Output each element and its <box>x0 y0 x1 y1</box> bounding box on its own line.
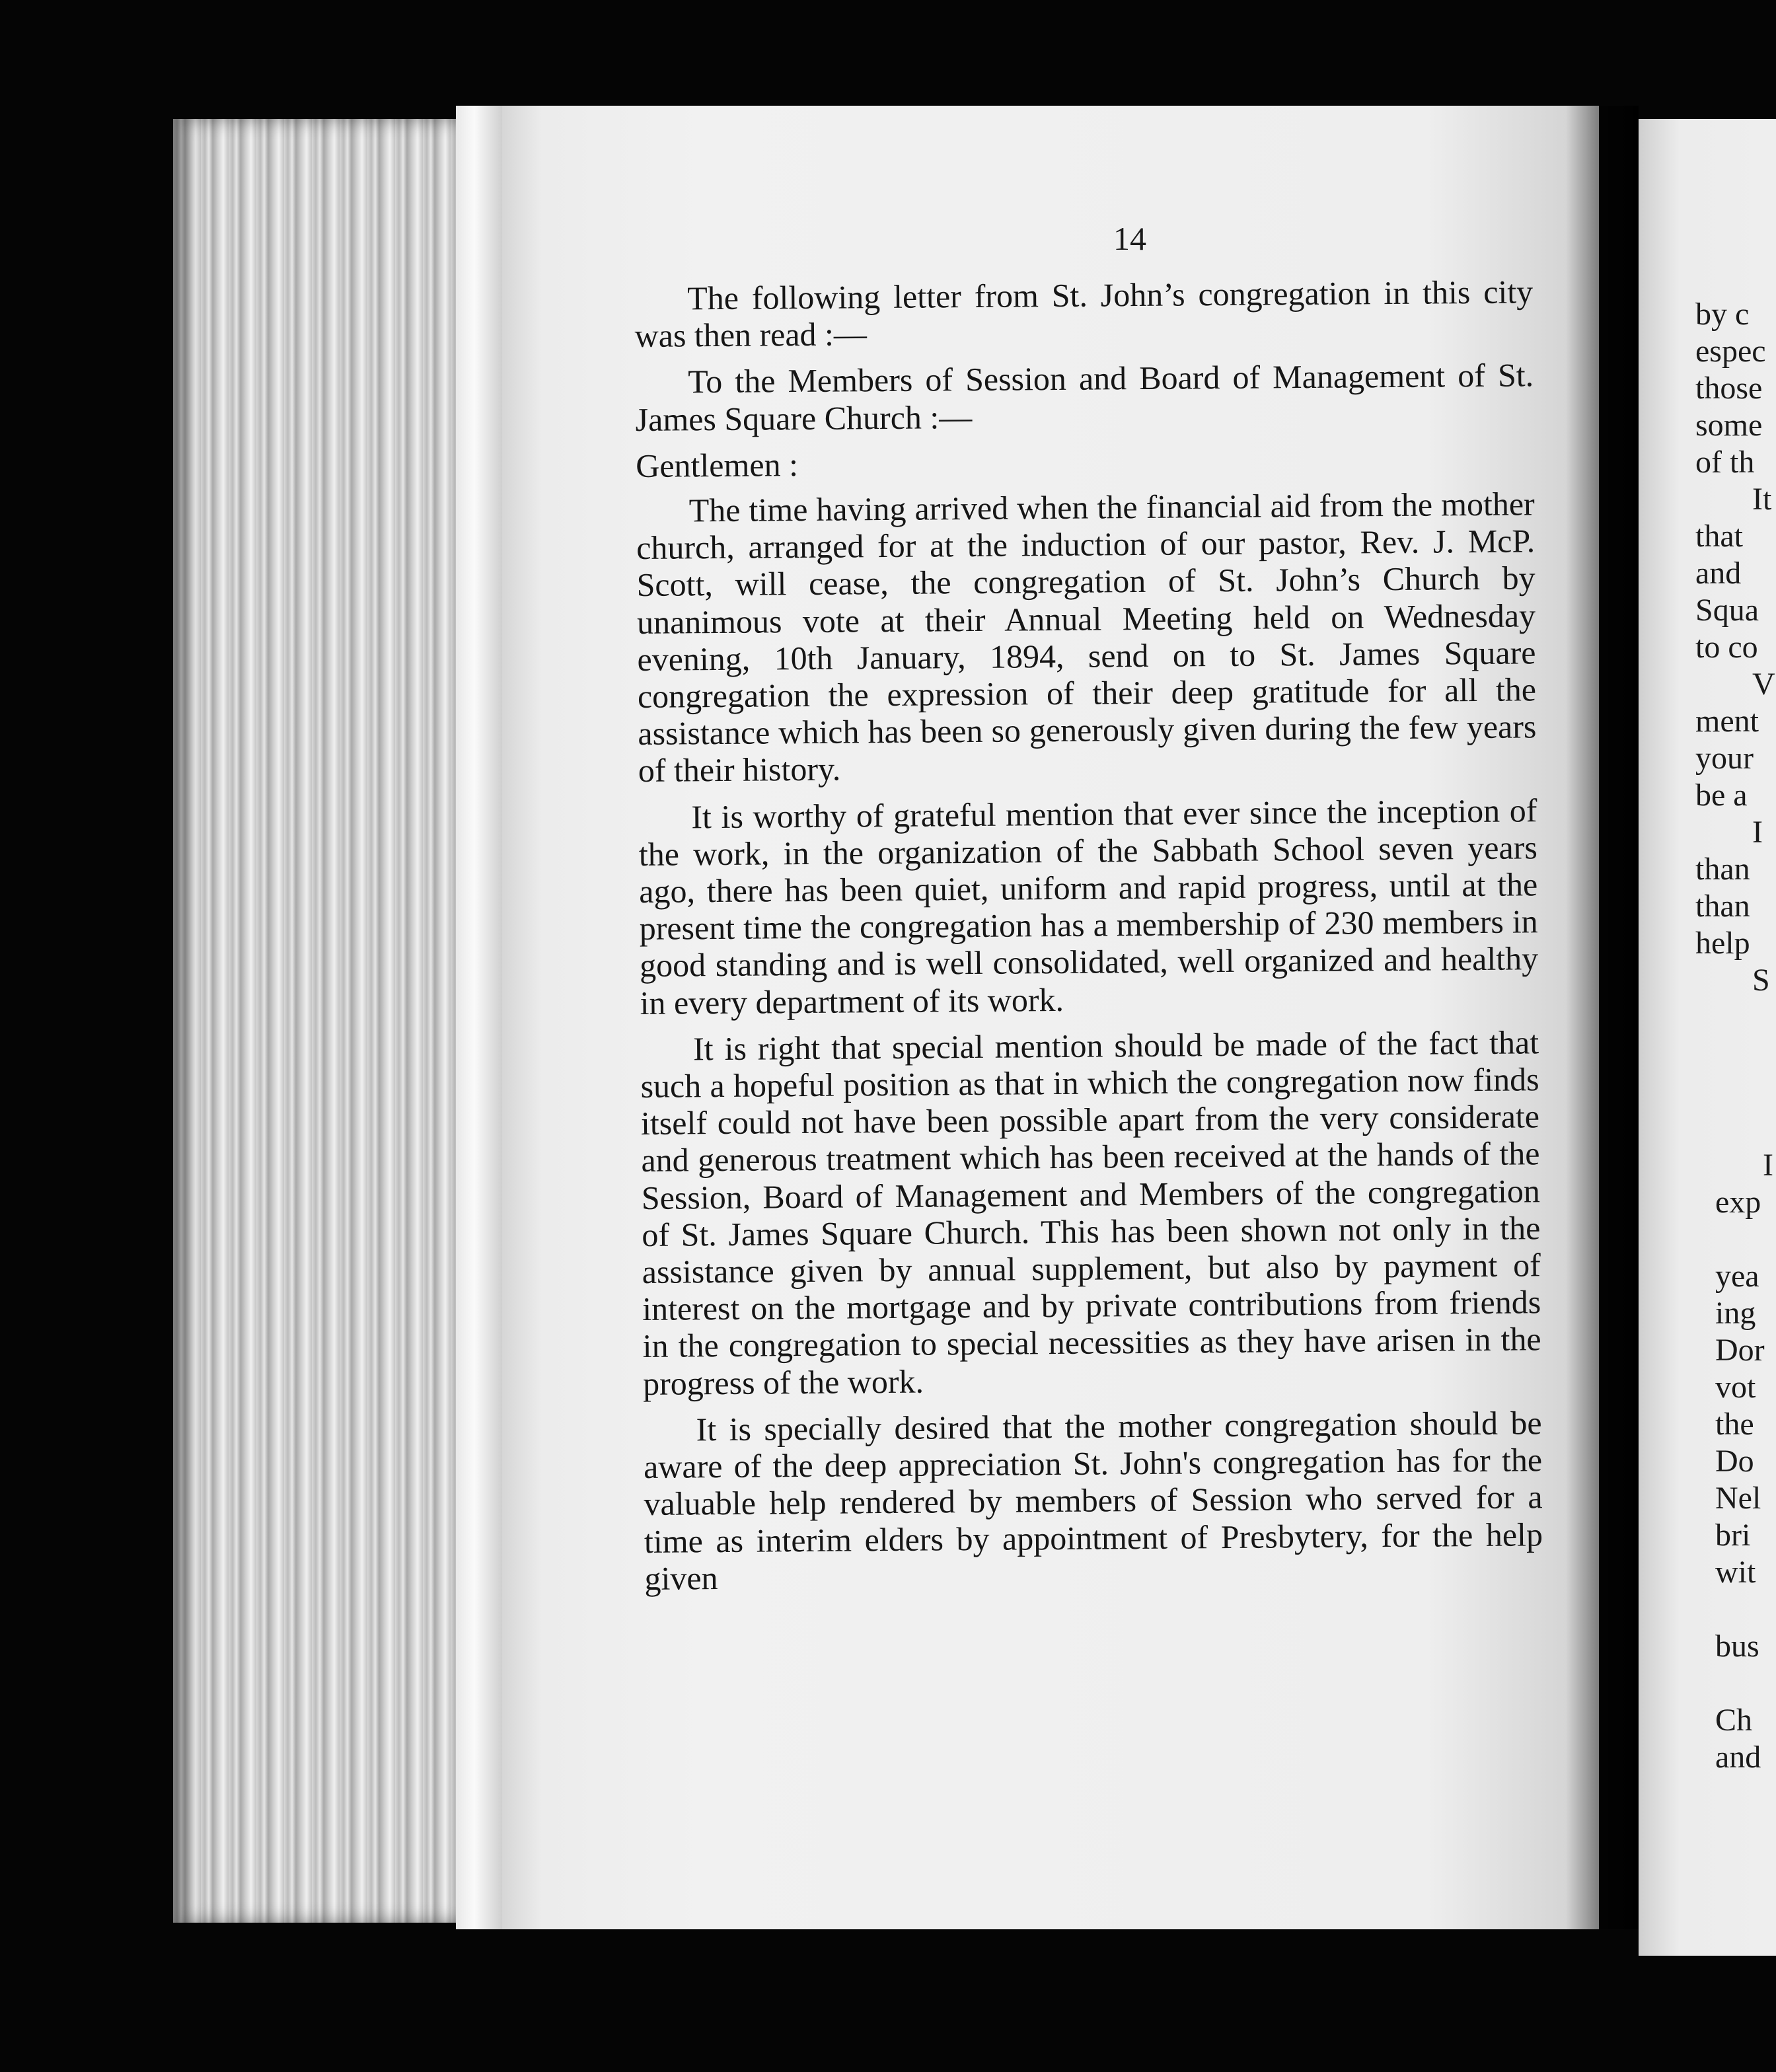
paragraph-addressee: To the Members of Session and Board of Management of St. James Square Church :— <box>635 356 1534 438</box>
facing-line: and <box>1695 556 1742 591</box>
facing-line: yea <box>1715 1259 1759 1294</box>
facing-line: to co <box>1695 630 1758 665</box>
facing-line: vot <box>1715 1370 1756 1405</box>
facing-line: exp <box>1715 1185 1761 1220</box>
book-page-edges <box>173 119 457 1923</box>
facing-line: of th <box>1695 445 1755 480</box>
facing-line: I <box>1763 1148 1773 1183</box>
gutter-shadow <box>1566 106 1639 1929</box>
facing-page-text-lower <box>1715 1147 1776 1776</box>
facing-line: It <box>1752 482 1772 517</box>
facing-line: Nel <box>1715 1481 1761 1516</box>
book-edge-rim <box>456 106 502 1929</box>
facing-line: bri <box>1715 1518 1751 1553</box>
facing-line: those <box>1695 371 1763 406</box>
facing-line: espec <box>1695 334 1766 369</box>
letter-text <box>634 273 1543 1606</box>
facing-line: be a <box>1695 778 1748 813</box>
page-number: 14 <box>1113 220 1146 257</box>
facing-line: the <box>1715 1407 1754 1442</box>
paragraph-body-3: It is right that special mention should be made of the fact that such a hopeful position as that in which the congregation now finds itself could not have been possible apart from the very considerate and generous treatment which has been received at the hands of the Session, Board of Management and Members of the congregation of St. James Square Church. This has been shown not only in the assistance given by annual supplement, but also by payment of interest on the mortgage and by private contributions from friends in the congregation to special necessities as they have arisen in the progress of the work. <box>640 1023 1541 1402</box>
facing-line: Ch <box>1715 1703 1753 1738</box>
facing-line: than <box>1695 889 1750 924</box>
facing-line: ment <box>1695 704 1759 739</box>
facing-line: Dor <box>1715 1333 1765 1368</box>
facing-line: S <box>1752 963 1770 998</box>
facing-line: bus <box>1715 1629 1759 1664</box>
facing-line: your <box>1695 741 1754 776</box>
paragraph-salutation: Gentlemen : <box>635 445 799 484</box>
paragraph-body-4: It is specially desired that the mother congregation should be aware of the deep appreciation St. John's congregation has for the valuable help rendered by members of Session who served for a time as interim elders by appointment of Presbytery, for the help given <box>643 1404 1543 1597</box>
facing-line: ing <box>1715 1296 1756 1331</box>
facing-line: V <box>1752 667 1775 702</box>
paragraph-body-1: The time having arrived when the financial aid from the mother church, arranged for at the induction of our pastor, Rev. J. McP. Scott, will cease, the congregation of St. John’s Church by unanimous vote at their Annual Meeting held on Wednesday evening, 10th January, 1894, send on to St. James Square congregation the expression of their deep gratitude for all the assistance which has been so generously given during the few years of their history. <box>636 485 1537 790</box>
facing-line: than <box>1695 852 1750 887</box>
facing-line: wit <box>1715 1555 1756 1590</box>
facing-line: Do <box>1715 1444 1754 1479</box>
facing-line: and <box>1715 1740 1761 1775</box>
paragraph-body-2: It is worthy of grateful mention that ever since the inception of the work, in the organization of the Sabbath School seven years ago, there has been quiet, uniform and rapid progress, until at the present time the congregation has a membership of 230 members in good standing and is well consolidated, well organized and healthy in every department of its work. <box>638 791 1539 1021</box>
facing-line: I <box>1752 815 1763 850</box>
facing-gap <box>1715 1591 1776 1628</box>
facing-gap <box>1715 1665 1776 1702</box>
facing-line: Squa <box>1695 593 1759 628</box>
facing-gap <box>1715 1221 1776 1258</box>
facing-line: that <box>1695 519 1743 554</box>
facing-line: by c <box>1695 297 1750 332</box>
facing-line: some <box>1695 408 1763 443</box>
paragraph-intro: The following letter from St. John’s congregation in this city was then read :— <box>634 273 1534 355</box>
facing-line: help <box>1695 926 1750 961</box>
facing-page-text-upper <box>1695 296 1776 999</box>
